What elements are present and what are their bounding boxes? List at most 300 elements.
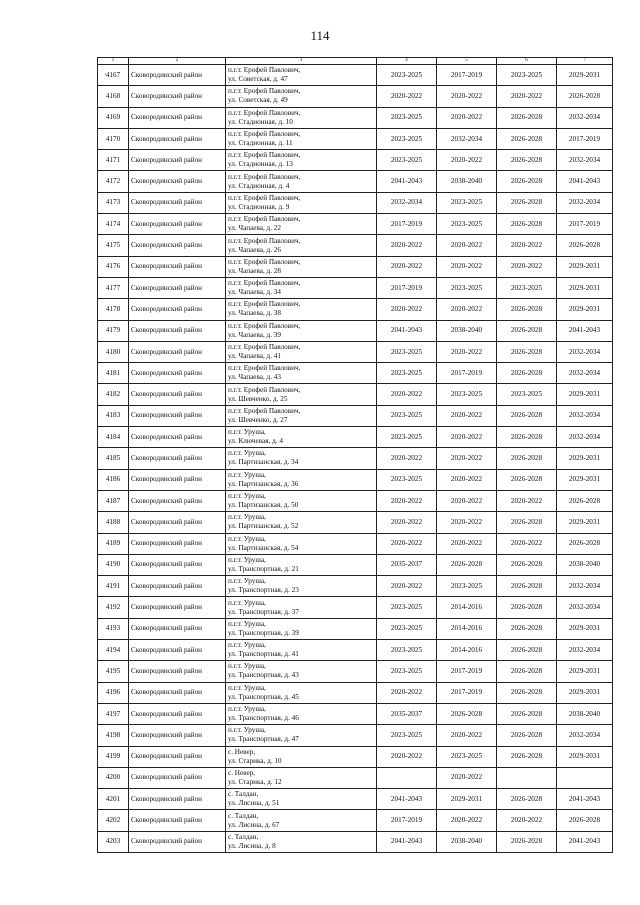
period-col5-cell: 2020-2022 bbox=[437, 256, 497, 277]
district-cell: Сковородинский район bbox=[129, 703, 226, 724]
district-cell: Сковородинский район bbox=[129, 554, 226, 575]
address-street: ул. Лисина, д. 8 bbox=[228, 841, 276, 850]
period-col6-cell: 2026-2028 bbox=[497, 363, 557, 384]
address-street: ул. Партизанская, д. 34 bbox=[228, 458, 299, 467]
district-cell: Сковородинский район bbox=[129, 746, 226, 767]
address-street: ул. Чапаева, д. 38 bbox=[228, 309, 281, 318]
period-col6-cell: 2023-2025 bbox=[497, 277, 557, 298]
row-number: 4175 bbox=[98, 235, 129, 256]
row-number: 4171 bbox=[98, 150, 129, 171]
address-cell bbox=[226, 597, 377, 618]
table-row bbox=[98, 363, 613, 384]
period-col6-cell: 2020-2022 bbox=[497, 810, 557, 831]
period-col4-cell: 2023-2025 bbox=[377, 150, 437, 171]
period-col7-cell: 2017-2019 bbox=[557, 128, 613, 149]
address-street: ул. Чапаева, д. 34 bbox=[228, 288, 281, 297]
period-col6-cell: 2026-2028 bbox=[497, 427, 557, 448]
address-cell bbox=[226, 256, 377, 277]
address-cell bbox=[226, 150, 377, 171]
address-settlement: п.г.т. Ерофей Павлович, bbox=[228, 87, 301, 96]
address-cell bbox=[226, 405, 377, 426]
address-settlement: с. Невер, bbox=[228, 747, 256, 756]
period-col4-cell: 2020-2022 bbox=[377, 299, 437, 320]
table-row bbox=[98, 576, 613, 597]
table-row bbox=[98, 725, 613, 746]
address-settlement: п.г.т. Уруша, bbox=[228, 534, 266, 543]
period-col6-cell: 2020-2022 bbox=[497, 490, 557, 511]
district-cell: Сковородинский район bbox=[129, 810, 226, 831]
district-cell: Сковородинский район bbox=[129, 341, 226, 362]
address-street: ул. Советская, д. 49 bbox=[228, 96, 288, 105]
address-cell bbox=[226, 65, 377, 86]
period-col7-cell: 2032-2034 bbox=[557, 725, 613, 746]
period-col4-cell: 2023-2025 bbox=[377, 427, 437, 448]
address-street: ул. Стадионная, д. 9 bbox=[228, 202, 290, 211]
address-cell bbox=[226, 533, 377, 554]
address-cell bbox=[226, 618, 377, 639]
district-cell: Сковородинский район bbox=[129, 448, 226, 469]
address-street: ул. Стадионная, д. 11 bbox=[228, 139, 293, 148]
period-col6-cell: 2026-2028 bbox=[497, 299, 557, 320]
period-col6-cell: 2026-2028 bbox=[497, 405, 557, 426]
scan-mark: · bbox=[104, 70, 107, 79]
district-cell: Сковородинский район bbox=[129, 767, 226, 788]
period-col4-cell: 2035-2037 bbox=[377, 554, 437, 575]
district-cell: Сковородинский район bbox=[129, 128, 226, 149]
period-col6-cell: 2026-2028 bbox=[497, 192, 557, 213]
address-settlement: с. Талдан, bbox=[228, 811, 259, 820]
address-street: ул. Транспортная, д. 43 bbox=[228, 671, 299, 680]
period-col6-cell: 2026-2028 bbox=[497, 107, 557, 128]
period-col5-cell: 2023-2025 bbox=[437, 384, 497, 405]
row-number: 4189 bbox=[98, 533, 129, 554]
period-col7-cell: 2032-2034 bbox=[557, 576, 613, 597]
period-col7-cell: 2017-2019 bbox=[557, 214, 613, 235]
column-number: 1 bbox=[98, 58, 129, 65]
address-cell bbox=[226, 320, 377, 341]
period-col5-cell: 2017-2019 bbox=[437, 661, 497, 682]
address-street: ул. Советская, д. 47 bbox=[228, 75, 288, 84]
address-cell bbox=[226, 363, 377, 384]
address-street: ул. Стадионная, д. 10 bbox=[228, 117, 293, 126]
district-cell: Сковородинский район bbox=[129, 640, 226, 661]
period-col7-cell: 2026-2028 bbox=[557, 490, 613, 511]
page-number: 114 bbox=[310, 28, 330, 43]
district-cell: Сковородинский район bbox=[129, 86, 226, 107]
period-col7-cell: 2026-2028 bbox=[557, 86, 613, 107]
district-cell: Сковородинский район bbox=[129, 384, 226, 405]
period-col6-cell: 2026-2028 bbox=[497, 554, 557, 575]
column-number: 3 bbox=[226, 58, 377, 65]
period-col5-cell: 2014-2016 bbox=[437, 618, 497, 639]
address-cell bbox=[226, 299, 377, 320]
period-col5-cell: 2029-2031 bbox=[437, 789, 497, 810]
period-col7-cell: 2029-2031 bbox=[557, 256, 613, 277]
table-row bbox=[98, 661, 613, 682]
district-cell: Сковородинский район bbox=[129, 682, 226, 703]
address-settlement: п.г.т. Ерофей Павлович, bbox=[228, 257, 301, 266]
period-col7-cell: 2029-2031 bbox=[557, 682, 613, 703]
table-row bbox=[98, 490, 613, 511]
row-number: 4181 bbox=[98, 363, 129, 384]
table-row bbox=[98, 810, 613, 831]
period-col5-cell: 2020-2022 bbox=[437, 448, 497, 469]
district-cell: Сковородинский район bbox=[129, 618, 226, 639]
period-col7-cell: 2029-2031 bbox=[557, 661, 613, 682]
period-col4-cell: 2023-2025 bbox=[377, 640, 437, 661]
address-settlement: п.г.т. Ерофей Павлович, bbox=[228, 130, 301, 139]
district-cell: Сковородинский район bbox=[129, 789, 226, 810]
district-cell: Сковородинский район bbox=[129, 576, 226, 597]
district-cell: Сковородинский район bbox=[129, 405, 226, 426]
address-cell bbox=[226, 725, 377, 746]
period-col6-cell: 2026-2028 bbox=[497, 661, 557, 682]
row-number: 4167 bbox=[98, 65, 129, 86]
district-cell: Сковородинский район bbox=[129, 512, 226, 533]
address-cell bbox=[226, 640, 377, 661]
address-settlement: п.г.т. Уруша, bbox=[228, 428, 266, 437]
row-number: 4190 bbox=[98, 554, 129, 575]
address-cell bbox=[226, 277, 377, 298]
period-col7-cell: 2029-2031 bbox=[557, 384, 613, 405]
table-row bbox=[98, 703, 613, 724]
row-number: 4177 bbox=[98, 277, 129, 298]
period-col4-cell: 2023-2025 bbox=[377, 725, 437, 746]
address-street: ул. Шевченко, д. 27 bbox=[228, 415, 288, 424]
period-col6-cell: 2020-2022 bbox=[497, 86, 557, 107]
district-cell: Сковородинский район bbox=[129, 65, 226, 86]
period-col7-cell: 2032-2034 bbox=[557, 597, 613, 618]
address-settlement: п.г.т. Ерофей Павлович, bbox=[228, 385, 301, 394]
period-col5-cell: 2020-2022 bbox=[437, 405, 497, 426]
address-cell bbox=[226, 576, 377, 597]
address-cell bbox=[226, 469, 377, 490]
address-street: ул. Партизанская, д. 50 bbox=[228, 501, 299, 510]
period-col5-cell: 2020-2022 bbox=[437, 469, 497, 490]
period-col5-cell: 2020-2022 bbox=[437, 725, 497, 746]
period-col7-cell: 2032-2034 bbox=[557, 405, 613, 426]
table-row bbox=[98, 192, 613, 213]
period-col5-cell: 2020-2022 bbox=[437, 235, 497, 256]
row-number: 4191 bbox=[98, 576, 129, 597]
period-col6-cell: 2020-2022 bbox=[497, 256, 557, 277]
period-col5-cell: 2023-2025 bbox=[437, 576, 497, 597]
address-street: ул. Чапаева, д. 39 bbox=[228, 330, 281, 339]
period-col7-cell: 2029-2031 bbox=[557, 746, 613, 767]
address-cell bbox=[226, 512, 377, 533]
period-col5-cell: 2020-2022 bbox=[437, 150, 497, 171]
period-col6-cell: 2026-2028 bbox=[497, 171, 557, 192]
row-number: 4186 bbox=[98, 469, 129, 490]
table-row bbox=[98, 65, 613, 86]
period-col5-cell: 2017-2019 bbox=[437, 682, 497, 703]
address-settlement: п.г.т. Уруша, bbox=[228, 577, 266, 586]
period-col6-cell: 2026-2028 bbox=[497, 469, 557, 490]
district-cell: Сковородинский район bbox=[129, 320, 226, 341]
district-cell: Сковородинский район bbox=[129, 725, 226, 746]
address-settlement: п.г.т. Уруша, bbox=[228, 619, 266, 628]
row-number: 4198 bbox=[98, 725, 129, 746]
table-row bbox=[98, 86, 613, 107]
table-row bbox=[98, 320, 613, 341]
row-number: 4169 bbox=[98, 107, 129, 128]
district-cell: Сковородинский район bbox=[129, 192, 226, 213]
district-cell: Сковородинский район bbox=[129, 235, 226, 256]
address-street: ул. Транспортная, д. 39 bbox=[228, 628, 299, 637]
district-cell: Сковородинский район bbox=[129, 661, 226, 682]
address-settlement: п.г.т. Уруша, bbox=[228, 683, 266, 692]
address-cell bbox=[226, 810, 377, 831]
period-col4-cell: 2020-2022 bbox=[377, 384, 437, 405]
period-col6-cell bbox=[497, 767, 557, 788]
address-cell bbox=[226, 235, 377, 256]
address-cell bbox=[226, 554, 377, 575]
address-street: ул. Стадионная, д. 13 bbox=[228, 160, 293, 169]
address-settlement: п.г.т. Уруша, bbox=[228, 641, 266, 650]
period-col4-cell: 2023-2025 bbox=[377, 65, 437, 86]
period-col5-cell: 2020-2022 bbox=[437, 299, 497, 320]
period-col6-cell: 2026-2028 bbox=[497, 341, 557, 362]
row-number: 4195 bbox=[98, 661, 129, 682]
period-col4-cell: 2023-2025 bbox=[377, 341, 437, 362]
address-settlement: п.г.т. Уруша, bbox=[228, 513, 266, 522]
period-col5-cell: 2020-2022 bbox=[437, 107, 497, 128]
district-cell: Сковородинский район bbox=[129, 299, 226, 320]
table-row bbox=[98, 107, 613, 128]
table-row bbox=[98, 533, 613, 554]
address-street: ул. Транспортная, д. 37 bbox=[228, 607, 299, 616]
address-settlement: п.г.т. Уруша, bbox=[228, 470, 266, 479]
address-street: ул. Партизанская, д. 54 bbox=[228, 543, 299, 552]
period-col7-cell: 2026-2028 bbox=[557, 533, 613, 554]
period-col4-cell: 2020-2022 bbox=[377, 490, 437, 511]
period-col7-cell: 2032-2034 bbox=[557, 192, 613, 213]
column-number: 2 bbox=[129, 58, 226, 65]
column-number: 6 bbox=[497, 58, 557, 65]
period-col5-cell: 2023-2025 bbox=[437, 277, 497, 298]
address-street: ул. Старика, д. 12 bbox=[228, 777, 282, 786]
period-col7-cell: 2041-2043 bbox=[557, 789, 613, 810]
period-col7-cell: 2032-2034 bbox=[557, 107, 613, 128]
period-col4-cell: 2041-2043 bbox=[377, 789, 437, 810]
address-cell bbox=[226, 703, 377, 724]
district-cell: Сковородинский район bbox=[129, 363, 226, 384]
address-cell bbox=[226, 789, 377, 810]
address-street: ул. Чапаева, д. 28 bbox=[228, 266, 281, 275]
row-number: 4170 bbox=[98, 128, 129, 149]
row-number: 4180 bbox=[98, 341, 129, 362]
table-row bbox=[98, 618, 613, 639]
address-settlement: п.г.т. Уруша, bbox=[228, 662, 266, 671]
period-col5-cell: 2038-2040 bbox=[437, 171, 497, 192]
row-number: 4192 bbox=[98, 597, 129, 618]
address-cell bbox=[226, 661, 377, 682]
address-cell bbox=[226, 86, 377, 107]
row-number: 4178 bbox=[98, 299, 129, 320]
table-row bbox=[98, 299, 613, 320]
address-settlement: п.г.т. Ерофей Павлович, bbox=[228, 66, 301, 75]
district-cell: Сковородинский район bbox=[129, 150, 226, 171]
period-col6-cell: 2026-2028 bbox=[497, 576, 557, 597]
period-col6-cell: 2026-2028 bbox=[497, 789, 557, 810]
district-cell: Сковородинский район bbox=[129, 107, 226, 128]
address-street: ул. Транспортная, д. 45 bbox=[228, 692, 299, 701]
row-number: 4196 bbox=[98, 682, 129, 703]
period-col7-cell: 2038-2040 bbox=[557, 703, 613, 724]
period-col4-cell: 2023-2025 bbox=[377, 661, 437, 682]
address-street: ул. Чапаева, д. 41 bbox=[228, 352, 281, 360]
address-settlement: п.г.т. Ерофей Павлович, bbox=[228, 215, 301, 224]
table-row bbox=[98, 341, 613, 362]
period-col4-cell: 2023-2025 bbox=[377, 107, 437, 128]
period-col5-cell: 2020-2022 bbox=[437, 427, 497, 448]
period-col7-cell: 2038-2040 bbox=[557, 554, 613, 575]
period-col7-cell: 2032-2034 bbox=[557, 640, 613, 661]
address-cell bbox=[226, 767, 377, 788]
period-col4-cell: 2041-2043 bbox=[377, 831, 437, 852]
address-street: ул. Чапаева, д. 43 bbox=[228, 373, 281, 382]
table-row bbox=[98, 214, 613, 235]
period-col5-cell: 2020-2022 bbox=[437, 767, 497, 788]
period-col6-cell: 2026-2028 bbox=[497, 725, 557, 746]
period-col6-cell: 2026-2028 bbox=[497, 640, 557, 661]
table-row bbox=[98, 256, 613, 277]
address-settlement: с. Талдан, bbox=[228, 790, 259, 799]
period-col4-cell: 2017-2019 bbox=[377, 277, 437, 298]
period-col6-cell: 2020-2022 bbox=[497, 235, 557, 256]
period-col7-cell: 2029-2031 bbox=[557, 299, 613, 320]
address-street: ул. Чапаева, д. 26 bbox=[228, 245, 281, 254]
address-settlement: п.г.т. Ерофей Павлович, bbox=[228, 364, 301, 373]
period-col4-cell: 2023-2025 bbox=[377, 405, 437, 426]
period-col6-cell: 2026-2028 bbox=[497, 128, 557, 149]
period-col5-cell: 2023-2025 bbox=[437, 214, 497, 235]
table-row bbox=[98, 150, 613, 171]
address-street: ул. Партизанская, д. 52 bbox=[228, 522, 299, 531]
period-col6-cell: 2023-2025 bbox=[497, 384, 557, 405]
address-cell bbox=[226, 192, 377, 213]
row-number: 4197 bbox=[98, 703, 129, 724]
period-col7-cell: 2026-2028 bbox=[557, 810, 613, 831]
address-cell bbox=[226, 341, 377, 362]
address-street: ул. Лисина, д. 51 bbox=[228, 799, 280, 808]
address-cell bbox=[226, 128, 377, 149]
period-col6-cell: 2026-2028 bbox=[497, 214, 557, 235]
row-number: 4194 bbox=[98, 640, 129, 661]
period-col5-cell: 2026-2028 bbox=[437, 554, 497, 575]
period-col6-cell: 2026-2028 bbox=[497, 512, 557, 533]
period-col4-cell: 2020-2022 bbox=[377, 235, 437, 256]
district-cell: Сковородинский район bbox=[129, 597, 226, 618]
period-col7-cell: 2032-2034 bbox=[557, 427, 613, 448]
address-settlement: п.г.т. Ерофей Павлович, bbox=[228, 321, 301, 330]
period-col4-cell: 2020-2022 bbox=[377, 682, 437, 703]
row-number: 4193 bbox=[98, 618, 129, 639]
address-settlement: п.г.т. Ерофей Павлович, bbox=[228, 108, 301, 117]
period-col6-cell: 2026-2028 bbox=[497, 448, 557, 469]
column-number: 7 bbox=[557, 58, 613, 65]
address-street: ул. Старика, д. 10 bbox=[228, 756, 282, 765]
address-settlement: п.г.т. Ерофей Павлович, bbox=[228, 172, 301, 181]
period-col7-cell: 2029-2031 bbox=[557, 469, 613, 490]
address-street: ул. Транспортная, д. 46 bbox=[228, 714, 299, 723]
table-row bbox=[98, 767, 613, 788]
period-col7-cell: 2032-2034 bbox=[557, 363, 613, 384]
table-row bbox=[98, 554, 613, 575]
table-row bbox=[98, 469, 613, 490]
address-street: ул. Стадионная, д. 4 bbox=[228, 181, 290, 190]
period-col5-cell: 2014-2016 bbox=[437, 640, 497, 661]
row-number: 4201 bbox=[98, 789, 129, 810]
table-row bbox=[98, 831, 613, 852]
row-number: 4185 bbox=[98, 448, 129, 469]
period-col5-cell: 2014-2016 bbox=[437, 597, 497, 618]
period-col5-cell: 2017-2019 bbox=[437, 363, 497, 384]
district-cell: Сковородинский район bbox=[129, 831, 226, 852]
address-cell bbox=[226, 831, 377, 852]
column-number-row bbox=[98, 58, 613, 65]
address-settlement: п.г.т. Ерофей Павлович, bbox=[228, 343, 301, 351]
period-col7-cell: 2041-2043 bbox=[557, 171, 613, 192]
period-col4-cell: 2017-2019 bbox=[377, 810, 437, 831]
address-cell bbox=[226, 384, 377, 405]
period-col4-cell: 2020-2022 bbox=[377, 576, 437, 597]
address-cell bbox=[226, 427, 377, 448]
address-cell bbox=[226, 682, 377, 703]
period-col5-cell: 2026-2028 bbox=[437, 703, 497, 724]
row-number: 4183 bbox=[98, 405, 129, 426]
address-cell bbox=[226, 214, 377, 235]
period-col4-cell: 2020-2022 bbox=[377, 256, 437, 277]
table-row bbox=[98, 235, 613, 256]
table-row bbox=[98, 448, 613, 469]
address-settlement: п.г.т. Ерофей Павлович, bbox=[228, 151, 301, 160]
address-settlement: п.г.т. Ерофей Павлович, bbox=[228, 406, 301, 415]
period-col5-cell: 2020-2022 bbox=[437, 512, 497, 533]
table-row bbox=[98, 405, 613, 426]
address-settlement: п.г.т. Уруша, bbox=[228, 705, 266, 714]
period-col7-cell: 2029-2031 bbox=[557, 512, 613, 533]
period-col7-cell: 2041-2043 bbox=[557, 320, 613, 341]
period-col7-cell bbox=[557, 767, 613, 788]
row-number: 4174 bbox=[98, 214, 129, 235]
address-street: ул. Транспортная, д. 21 bbox=[228, 564, 299, 573]
row-number: 4202 bbox=[98, 810, 129, 831]
address-street: ул. Лисина, д. 67 bbox=[228, 820, 280, 829]
table-row bbox=[98, 682, 613, 703]
table-row bbox=[98, 128, 613, 149]
district-cell: Сковородинский район bbox=[129, 490, 226, 511]
district-cell: Сковородинский район bbox=[129, 533, 226, 554]
address-settlement: с. Невер, bbox=[228, 768, 256, 777]
address-settlement: п.г.т. Ерофей Павлович, bbox=[228, 300, 301, 309]
period-col4-cell: 2020-2022 bbox=[377, 533, 437, 554]
row-number: 4172 bbox=[98, 171, 129, 192]
address-street: ул. Партизанская, д. 36 bbox=[228, 479, 299, 488]
row-number: 4173 bbox=[98, 192, 129, 213]
table-row bbox=[98, 597, 613, 618]
row-number: 4176 bbox=[98, 256, 129, 277]
address-cell bbox=[226, 448, 377, 469]
period-col7-cell: 2032-2034 bbox=[557, 150, 613, 171]
period-col4-cell: 2041-2043 bbox=[377, 320, 437, 341]
period-col4-cell: 2017-2019 bbox=[377, 214, 437, 235]
address-settlement: п.г.т. Уруша, bbox=[228, 492, 266, 501]
period-col5-cell: 2023-2025 bbox=[437, 192, 497, 213]
column-number: 5 bbox=[437, 58, 497, 65]
period-col4-cell: 2023-2025 bbox=[377, 363, 437, 384]
period-col7-cell: 2032-2034 bbox=[557, 341, 613, 362]
